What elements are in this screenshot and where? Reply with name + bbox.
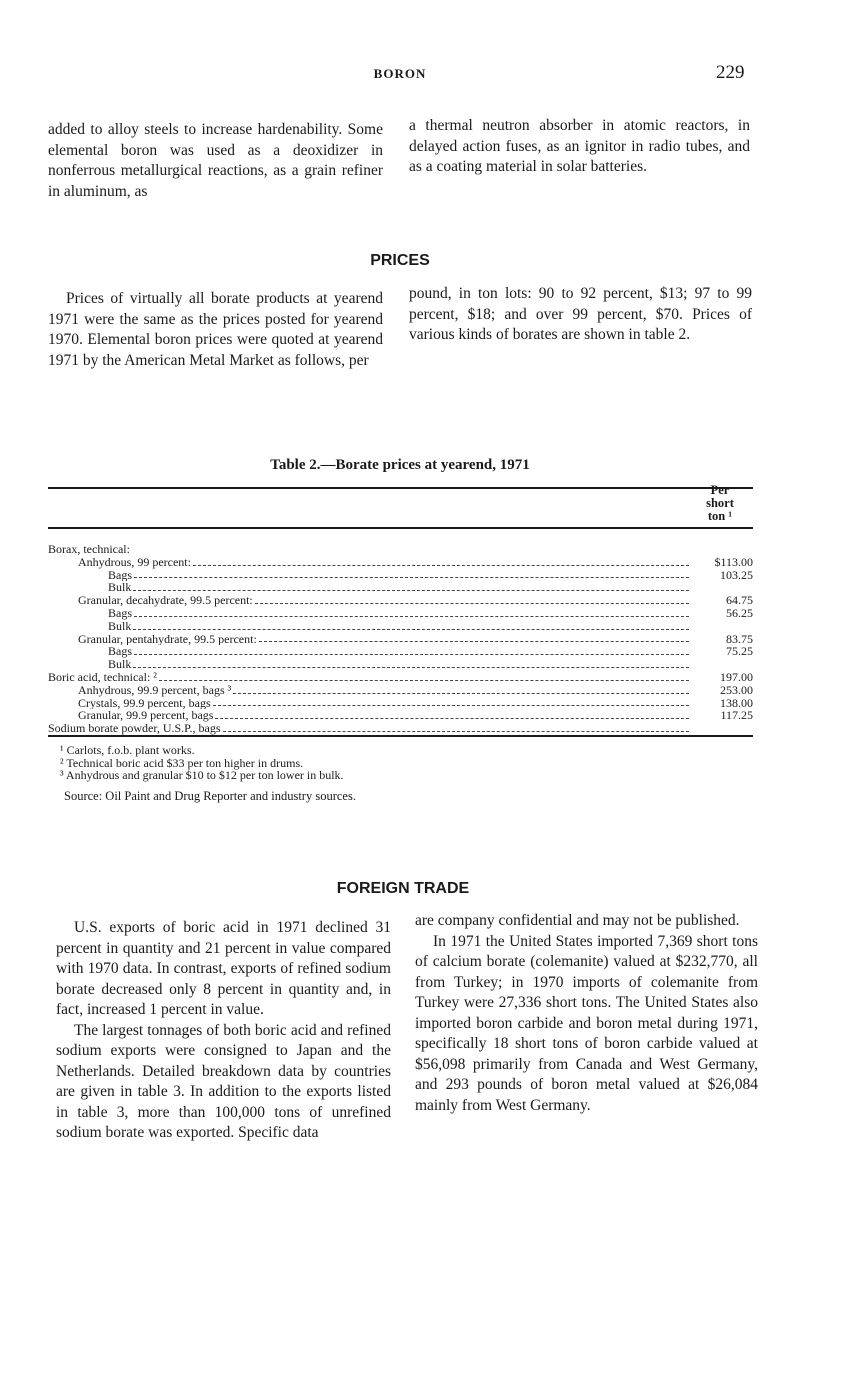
- prices-left-text: Prices of virtually all borate products at yearend 1971 were the same as the prices posted for yearend 1970. Elemental boron prices were quoted at yearend 1971 by the American Metal Market as follows, per: [48, 290, 383, 369]
- row-label: Bulk: [108, 658, 132, 671]
- table-row: [48, 556, 753, 569]
- row-value: 56.25: [726, 606, 753, 620]
- leader-dots: [134, 654, 689, 655]
- row-label: Borax, technical:: [48, 543, 130, 556]
- foreign-trade-right-paragraph-1: are company confidential and may not be published.: [415, 912, 740, 929]
- row-value: 103.25: [720, 568, 753, 582]
- footnote: ¹ Carlots, f.o.b. plant works.: [60, 743, 195, 757]
- leader-dots: [193, 565, 689, 566]
- leader-dots: [133, 629, 689, 630]
- leader-dots: [223, 731, 689, 732]
- running-head: BORON: [373, 66, 427, 81]
- row-value: 197.00: [720, 670, 753, 684]
- row-value: 64.75: [726, 594, 753, 607]
- table-row: [48, 620, 753, 633]
- row-value: 75.25: [726, 645, 753, 659]
- footnote: ³ Anhydrous and granular $10 to $12 per ton lower in bulk.: [60, 768, 344, 782]
- intro-right-column: [409, 116, 750, 178]
- row-label: Sodium borate powder, U.S.P., bags: [48, 722, 221, 735]
- table-row: [48, 607, 753, 620]
- row-label: Bulk: [108, 581, 132, 595]
- table-row: [48, 594, 753, 607]
- foreign-trade-right-paragraph-2: In 1971 the United States imported 7,369 short tons of calcium borate (colemanite) valued at $232,770, all from Turkey; in 1970 imports of colemanite from Turkey were 27,336 short tons. The United States also imported boron carbide and boron metal during 1971, specifically 18 short tons of boron carbide valued at $56,098 primarily from Canada and West Germany, and 293 pounds of boron metal valued at $26,084 mainly from West Germany.: [415, 932, 758, 1114]
- leader-dots: [159, 680, 689, 681]
- table-row: [48, 581, 753, 594]
- foreign-trade-left-paragraph-2: The largest tonnages of both boric acid and refined sodium exports were consigned to Japan and the Netherlands. Detailed breakdown data by countries are given in table 3. In addition to the exports listed in table 3, more than 100,000 tons of unrefined sodium borate was exported. Specific data: [56, 1021, 391, 1141]
- table-footnotes: [60, 744, 344, 782]
- row-value: 117.25: [720, 709, 753, 723]
- prices-heading: PRICES: [370, 252, 430, 269]
- table-bottom-rule: [48, 735, 753, 737]
- foreign-trade-right-column: [415, 911, 758, 1116]
- row-value: $113.00: [714, 555, 753, 569]
- leader-dots: [255, 603, 689, 604]
- leader-dots: [133, 667, 689, 668]
- table-row: [48, 543, 753, 556]
- row-value: 253.00: [720, 683, 753, 697]
- foreign-trade-heading: FOREIGN TRADE: [336, 880, 470, 897]
- row-value: 83.75: [726, 632, 753, 646]
- row-label: Bulk: [108, 619, 132, 633]
- foreign-trade-left-column: [56, 918, 391, 1144]
- table-row: [48, 633, 753, 646]
- leader-dots: [134, 577, 689, 578]
- table-row: [48, 671, 753, 684]
- leader-dots: [134, 616, 689, 617]
- column-header-per-short-ton: [690, 484, 750, 523]
- intro-left-column: [48, 120, 383, 202]
- row-label: Anhydrous, 99.9 percent, bags ³: [78, 683, 232, 697]
- table-row: [48, 658, 753, 671]
- intro-left-text: added to alloy steels to increase hardenability. Some elemental boron was used as a deoxidizer in nonferrous metallurgical reactions, as a grain refiner in aluminum, as: [48, 121, 383, 200]
- row-label: Granular, decahydrate, 99.5 percent:: [78, 594, 253, 607]
- page-number: 229: [716, 62, 745, 83]
- table-header-rule: [48, 527, 753, 529]
- price-table: [48, 543, 753, 735]
- table-top-rule: [48, 487, 753, 489]
- leader-dots: [133, 590, 689, 591]
- table-title: Table 2.—Borate prices at yearend, 1971: [270, 457, 530, 473]
- leader-dots: [215, 718, 689, 719]
- row-label: Anhydrous, 99 percent:: [78, 555, 191, 569]
- row-label: Bags: [108, 568, 132, 582]
- table-row: [48, 722, 753, 735]
- column-header-line: Per: [710, 483, 730, 497]
- footnote: ² Technical boric acid $33 per ton higher in drums.: [60, 755, 304, 770]
- column-header-line: ton ¹: [707, 509, 733, 523]
- table-row: [48, 697, 753, 710]
- row-value: 138.00: [720, 696, 753, 710]
- table-row: [48, 569, 753, 582]
- row-label: Crystals, 99.9 percent, bags: [78, 696, 211, 710]
- leader-dots: [259, 641, 689, 642]
- foreign-trade-left-paragraph-1: U.S. exports of boric acid in 1971 declined 31 percent in quantity and 21 percent in value compared with 1970 data. In contrast, exports of refined sodium borate decreased only 8 percent in quantity and, in fact, increased 1 percent in value.: [56, 919, 391, 1018]
- prices-right-text: pound, in ton lots: 90 to 92 percent, $13; 97 to 99 percent, $18; and over 99 percent, $70. Prices of various kinds of borates are shown in table 2.: [409, 285, 752, 343]
- table-row: [48, 684, 753, 697]
- row-label: Boric acid, technical: ²: [48, 670, 157, 684]
- row-label: Bags: [108, 645, 132, 659]
- row-label: Bags: [108, 606, 132, 620]
- row-label: Granular, pentahydrate, 99.5 percent:: [78, 632, 257, 646]
- prices-left-column: [48, 289, 383, 371]
- table-row: [48, 645, 753, 658]
- table-row: [48, 709, 753, 722]
- leader-dots: [233, 693, 689, 694]
- column-header-line: short: [706, 496, 734, 510]
- row-label: Granular, 99.9 percent, bags: [78, 709, 214, 723]
- prices-right-column: [409, 284, 752, 346]
- table-source: Source: Oil Paint and Drug Reporter and industry sources.: [64, 789, 356, 803]
- leader-dots: [213, 705, 689, 706]
- intro-right-text: a thermal neutron absorber in atomic reactors, in delayed action fuses, as an ignitor in radio tubes, and as a coating material in solar batteries.: [409, 117, 750, 175]
